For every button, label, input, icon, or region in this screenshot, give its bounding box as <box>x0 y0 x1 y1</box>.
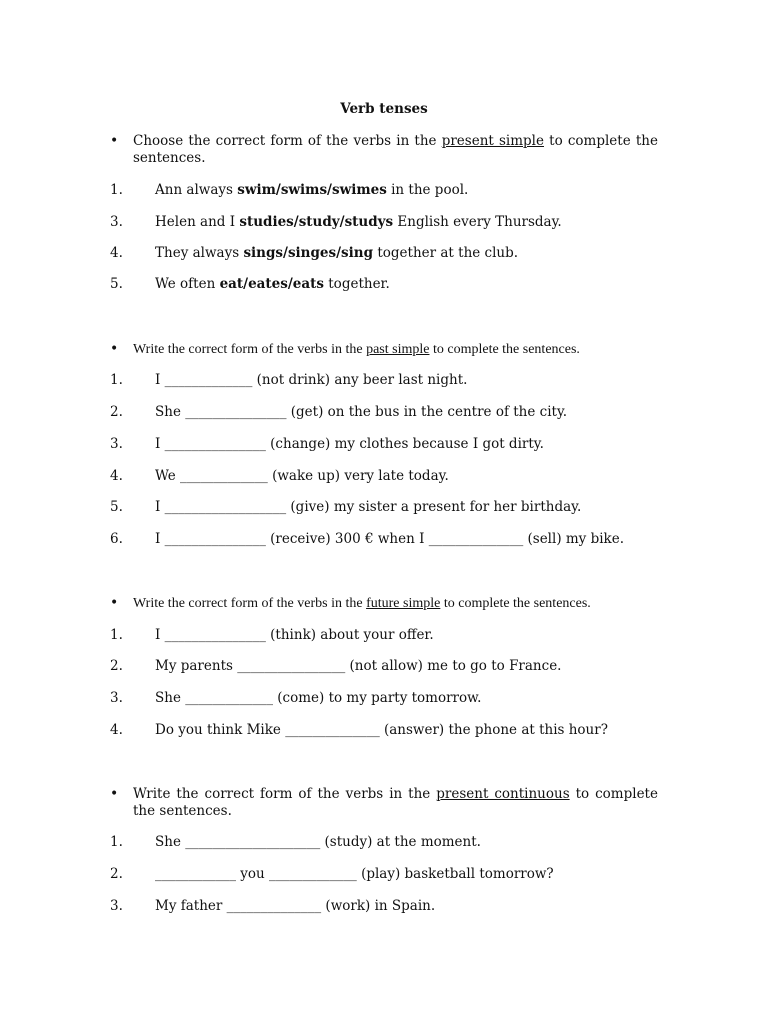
tense-keyword: past simple <box>366 342 430 357</box>
bullet-icon: • <box>110 133 119 149</box>
exercise-item: 3. My father ______________ (work) in Spain. <box>110 898 436 914</box>
bullet-icon: • <box>110 341 119 357</box>
tense-keyword: present continuous <box>436 786 570 802</box>
exercise-item: 4. We _____________ (wake up) very late today. <box>110 468 449 484</box>
exercise-item: 6. I _______________ (receive) 300 € when I ______________ (sell) my bike. <box>110 531 625 547</box>
exercise-item: 1. I _____________ (not drink) any beer last night. <box>110 372 468 388</box>
exercise-item: 1. I _______________ (think) about your offer. <box>110 627 434 643</box>
page-title: Verb tenses <box>340 101 428 117</box>
bullet-icon: • <box>110 595 119 611</box>
exercise-item: 5. I __________________ (give) my sister a present for her birthday. <box>110 499 582 515</box>
tense-keyword: present simple <box>441 133 544 149</box>
exercise-item: 3. I _______________ (change) my clothes because I got dirty. <box>110 436 544 452</box>
section-3-instruction: Write the correct form of the verbs in the future simple to complete the sentences. <box>133 596 591 611</box>
exercise-item: 2. My parents ________________ (not allow) me to go to France. <box>110 658 562 674</box>
exercise-item: 1. She ____________________ (study) at the moment. <box>110 834 481 850</box>
exercise-item: 3. She _____________ (come) to my party tomorrow. <box>110 690 482 706</box>
tense-keyword: future simple <box>366 596 441 611</box>
exercise-item: 3. Helen and I studies/study/studys English every Thursday. <box>110 214 562 230</box>
exercise-item: 2. ____________ you _____________ (play) basketball tomorrow? <box>110 866 554 882</box>
exercise-item: 1. Ann always swim/swims/swimes in the pool. <box>110 182 469 198</box>
exercise-item: 4. Do you think Mike ______________ (answer) the phone at this hour? <box>110 722 608 738</box>
exercise-item: 4. They always sings/singes/sing together at the club. <box>110 245 519 261</box>
exercise-item: 2. She _______________ (get) on the bus in the centre of the city. <box>110 404 568 420</box>
section-1-instruction: Choose the correct form of the verbs in the present simple to complete the sentences. <box>133 133 658 166</box>
exercise-item: 5. We often eat/eates/eats together. <box>110 276 390 292</box>
section-4-instruction: Write the correct form of the verbs in the present continuous to complete the sentences. <box>133 786 658 819</box>
bullet-icon: • <box>110 786 119 802</box>
section-2-instruction: Write the correct form of the verbs in the past simple to complete the sentences. <box>133 342 580 357</box>
